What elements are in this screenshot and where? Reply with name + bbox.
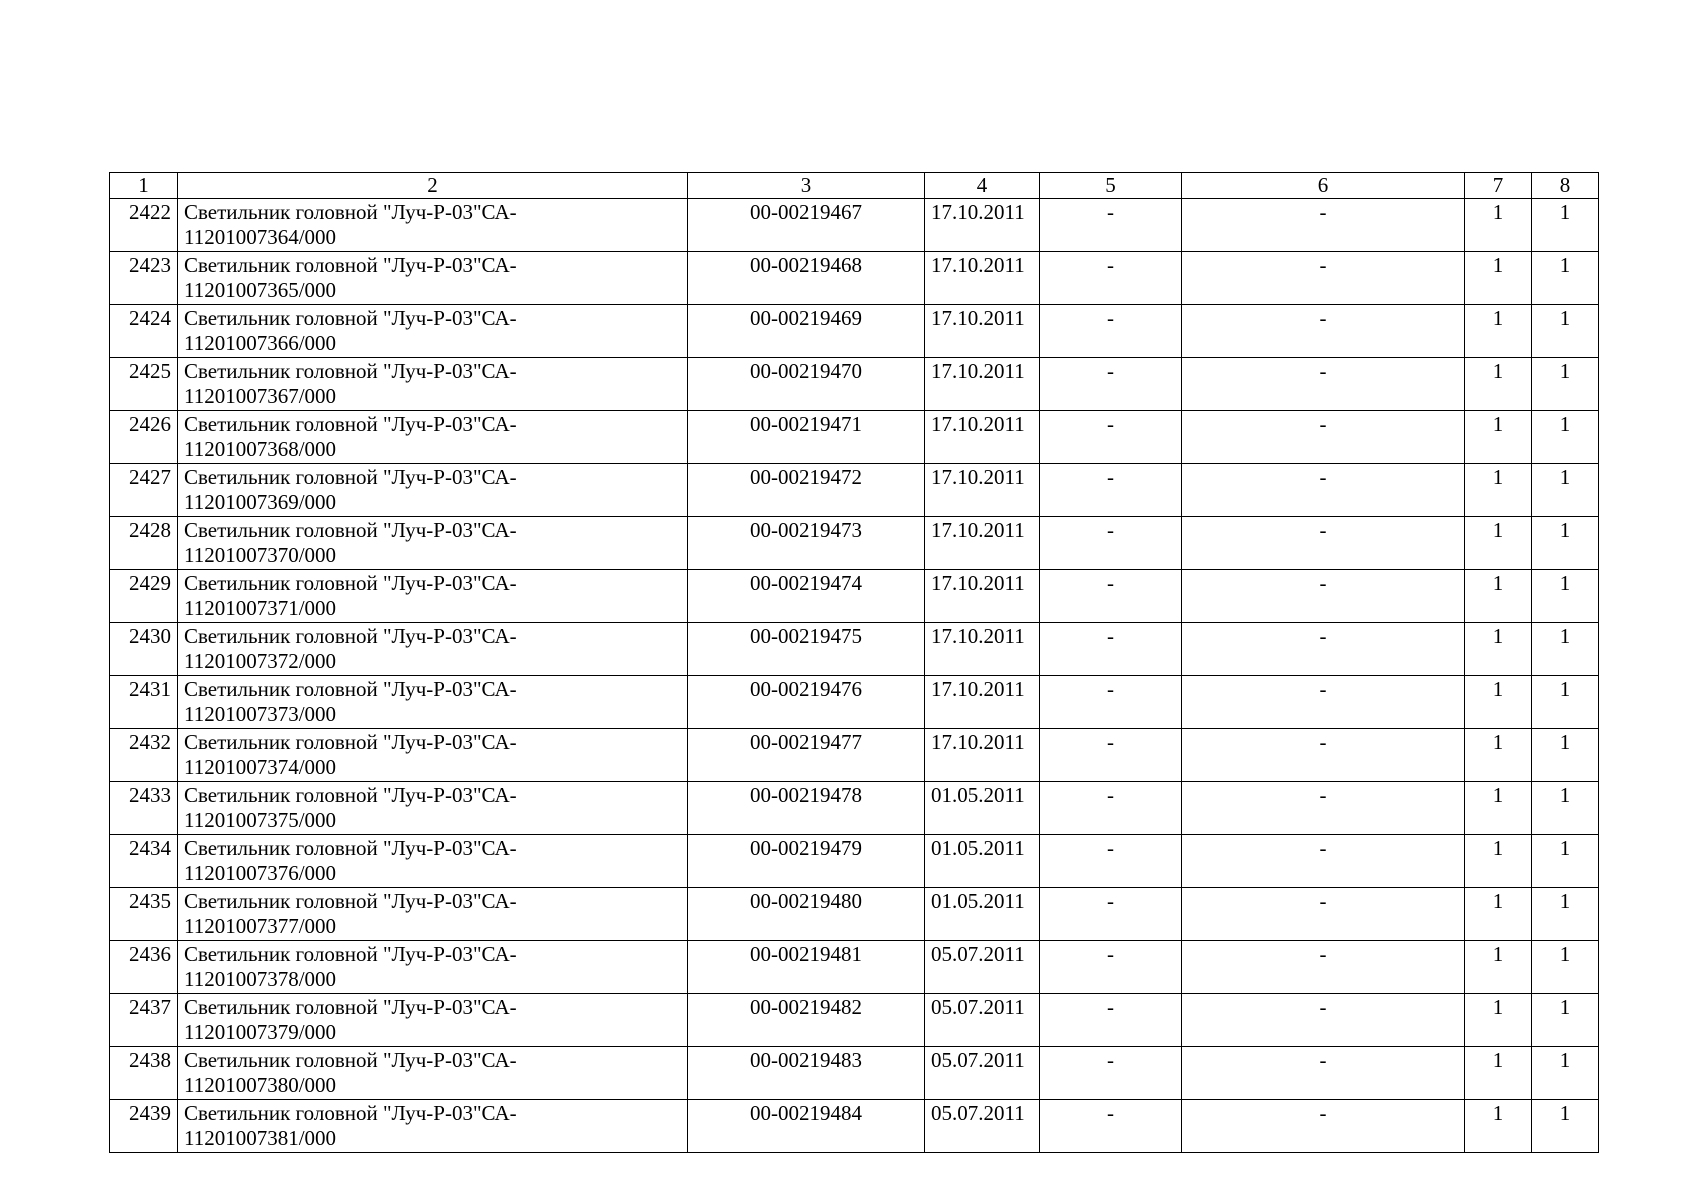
item-name-cell xyxy=(178,305,688,358)
item-name-line-1: Светильник головной "Луч-Р-03"СА- xyxy=(184,1101,517,1125)
column-7-cell: 1 xyxy=(1465,517,1532,570)
item-name-cell xyxy=(178,1100,688,1153)
column-8-cell: 1 xyxy=(1532,994,1599,1047)
item-name-line-2: 11201007377/000 xyxy=(184,914,337,938)
inventory-code-cell: 00-00219475 xyxy=(688,623,925,676)
column-8-cell: 1 xyxy=(1532,1100,1599,1153)
item-name-line-2: 11201007367/000 xyxy=(184,384,337,408)
date-cell: 05.07.2011 xyxy=(925,994,1040,1047)
column-6-cell: - xyxy=(1182,199,1465,252)
inventory-code-cell: 00-00219477 xyxy=(688,729,925,782)
column-8-cell: 1 xyxy=(1532,570,1599,623)
column-header: 2 xyxy=(178,173,688,199)
row-number-cell: 2426 xyxy=(110,411,178,464)
date-cell: 17.10.2011 xyxy=(925,623,1040,676)
column-header: 7 xyxy=(1465,173,1532,199)
date-cell: 17.10.2011 xyxy=(925,411,1040,464)
item-name-cell xyxy=(178,252,688,305)
column-5-cell: - xyxy=(1040,729,1182,782)
row-number-cell: 2427 xyxy=(110,464,178,517)
date-cell: 01.05.2011 xyxy=(925,888,1040,941)
table-row xyxy=(110,623,1599,676)
column-header: 1 xyxy=(110,173,178,199)
column-5-cell: - xyxy=(1040,941,1182,994)
date-cell: 01.05.2011 xyxy=(925,782,1040,835)
table-row xyxy=(110,782,1599,835)
item-name-cell xyxy=(178,358,688,411)
column-6-cell: - xyxy=(1182,729,1465,782)
item-name-line-1: Светильник головной "Луч-Р-03"СА- xyxy=(184,995,517,1019)
item-name-cell xyxy=(178,782,688,835)
column-7-cell: 1 xyxy=(1465,994,1532,1047)
table-row xyxy=(110,1047,1599,1100)
inventory-code-cell: 00-00219482 xyxy=(688,994,925,1047)
table-body xyxy=(110,199,1599,1153)
item-name-cell xyxy=(178,623,688,676)
row-number-cell: 2432 xyxy=(110,729,178,782)
column-8-cell: 1 xyxy=(1532,411,1599,464)
inventory-code-cell: 00-00219468 xyxy=(688,252,925,305)
column-5-cell: - xyxy=(1040,199,1182,252)
item-name-line-2: 11201007366/000 xyxy=(184,331,337,355)
column-7-cell: 1 xyxy=(1465,358,1532,411)
column-7-cell: 1 xyxy=(1465,941,1532,994)
column-6-cell: - xyxy=(1182,676,1465,729)
table-row xyxy=(110,464,1599,517)
date-cell: 05.07.2011 xyxy=(925,1100,1040,1153)
inventory-code-cell: 00-00219484 xyxy=(688,1100,925,1153)
column-5-cell: - xyxy=(1040,517,1182,570)
column-6-cell: - xyxy=(1182,941,1465,994)
column-8-cell: 1 xyxy=(1532,888,1599,941)
table-row xyxy=(110,570,1599,623)
table-row xyxy=(110,358,1599,411)
item-name-line-1: Светильник головной "Луч-Р-03"СА- xyxy=(184,836,517,860)
column-7-cell: 1 xyxy=(1465,676,1532,729)
table-row xyxy=(110,199,1599,252)
item-name-cell xyxy=(178,729,688,782)
item-name-line-1: Светильник головной "Луч-Р-03"СА- xyxy=(184,465,517,489)
item-name-line-2: 11201007376/000 xyxy=(184,861,337,885)
row-number-cell: 2435 xyxy=(110,888,178,941)
item-name-line-2: 11201007368/000 xyxy=(184,437,337,461)
item-name-line-1: Светильник головной "Луч-Р-03"СА- xyxy=(184,889,517,913)
column-5-cell: - xyxy=(1040,994,1182,1047)
item-name-line-1: Светильник головной "Луч-Р-03"СА- xyxy=(184,624,517,648)
column-6-cell: - xyxy=(1182,888,1465,941)
column-6-cell: - xyxy=(1182,782,1465,835)
column-7-cell: 1 xyxy=(1465,305,1532,358)
column-header: 8 xyxy=(1532,173,1599,199)
table-row xyxy=(110,835,1599,888)
item-name-line-2: 11201007375/000 xyxy=(184,808,337,832)
item-name-line-2: 11201007372/000 xyxy=(184,649,337,673)
inventory-code-cell: 00-00219471 xyxy=(688,411,925,464)
table-row xyxy=(110,305,1599,358)
inventory-code-cell: 00-00219481 xyxy=(688,941,925,994)
row-number-cell: 2431 xyxy=(110,676,178,729)
item-name-line-1: Светильник головной "Луч-Р-03"СА- xyxy=(184,253,517,277)
column-7-cell: 1 xyxy=(1465,252,1532,305)
column-5-cell: - xyxy=(1040,411,1182,464)
table-row xyxy=(110,994,1599,1047)
column-6-cell: - xyxy=(1182,358,1465,411)
row-number-cell: 2430 xyxy=(110,623,178,676)
column-8-cell: 1 xyxy=(1532,464,1599,517)
item-name-line-2: 11201007371/000 xyxy=(184,596,337,620)
column-7-cell: 1 xyxy=(1465,1100,1532,1153)
date-cell: 01.05.2011 xyxy=(925,835,1040,888)
row-number-cell: 2425 xyxy=(110,358,178,411)
column-6-cell: - xyxy=(1182,994,1465,1047)
item-name-cell xyxy=(178,1047,688,1100)
table-row xyxy=(110,729,1599,782)
item-name-line-1: Светильник головной "Луч-Р-03"СА- xyxy=(184,783,517,807)
date-cell: 17.10.2011 xyxy=(925,729,1040,782)
column-5-cell: - xyxy=(1040,570,1182,623)
column-5-cell: - xyxy=(1040,464,1182,517)
item-name-cell xyxy=(178,835,688,888)
column-6-cell: - xyxy=(1182,570,1465,623)
item-name-line-2: 11201007365/000 xyxy=(184,278,337,302)
column-5-cell: - xyxy=(1040,888,1182,941)
date-cell: 17.10.2011 xyxy=(925,464,1040,517)
column-8-cell: 1 xyxy=(1532,729,1599,782)
column-5-cell: - xyxy=(1040,1100,1182,1153)
date-cell: 05.07.2011 xyxy=(925,941,1040,994)
date-cell: 05.07.2011 xyxy=(925,1047,1040,1100)
column-7-cell: 1 xyxy=(1465,411,1532,464)
column-6-cell: - xyxy=(1182,517,1465,570)
inventory-code-cell: 00-00219469 xyxy=(688,305,925,358)
column-5-cell: - xyxy=(1040,835,1182,888)
column-6-cell: - xyxy=(1182,1100,1465,1153)
inventory-code-cell: 00-00219474 xyxy=(688,570,925,623)
column-8-cell: 1 xyxy=(1532,305,1599,358)
column-8-cell: 1 xyxy=(1532,252,1599,305)
column-6-cell: - xyxy=(1182,411,1465,464)
date-cell: 17.10.2011 xyxy=(925,570,1040,623)
item-name-line-1: Светильник головной "Луч-Р-03"СА- xyxy=(184,306,517,330)
row-number-cell: 2422 xyxy=(110,199,178,252)
item-name-line-2: 11201007369/000 xyxy=(184,490,337,514)
column-7-cell: 1 xyxy=(1465,888,1532,941)
table-row xyxy=(110,888,1599,941)
inventory-code-cell: 00-00219473 xyxy=(688,517,925,570)
item-name-line-2: 11201007378/000 xyxy=(184,967,337,991)
item-name-line-1: Светильник головной "Луч-Р-03"СА- xyxy=(184,359,517,383)
item-name-cell xyxy=(178,994,688,1047)
inventory-code-cell: 00-00219467 xyxy=(688,199,925,252)
column-8-cell: 1 xyxy=(1532,199,1599,252)
date-cell: 17.10.2011 xyxy=(925,517,1040,570)
table-row xyxy=(110,1100,1599,1153)
item-name-line-2: 11201007379/000 xyxy=(184,1020,337,1044)
item-name-cell xyxy=(178,411,688,464)
column-8-cell: 1 xyxy=(1532,623,1599,676)
row-number-cell: 2438 xyxy=(110,1047,178,1100)
column-7-cell: 1 xyxy=(1465,729,1532,782)
date-cell: 17.10.2011 xyxy=(925,305,1040,358)
row-number-cell: 2424 xyxy=(110,305,178,358)
item-name-line-1: Светильник головной "Луч-Р-03"СА- xyxy=(184,677,517,701)
item-name-line-1: Светильник головной "Луч-Р-03"СА- xyxy=(184,942,517,966)
row-number-cell: 2436 xyxy=(110,941,178,994)
column-6-cell: - xyxy=(1182,623,1465,676)
column-7-cell: 1 xyxy=(1465,1047,1532,1100)
column-8-cell: 1 xyxy=(1532,517,1599,570)
inventory-code-cell: 00-00219476 xyxy=(688,676,925,729)
inventory-code-cell: 00-00219470 xyxy=(688,358,925,411)
item-name-cell xyxy=(178,517,688,570)
column-header: 6 xyxy=(1182,173,1465,199)
item-name-line-1: Светильник головной "Луч-Р-03"СА- xyxy=(184,1048,517,1072)
inventory-code-cell: 00-00219478 xyxy=(688,782,925,835)
inventory-code-cell: 00-00219483 xyxy=(688,1047,925,1100)
column-header: 5 xyxy=(1040,173,1182,199)
column-7-cell: 1 xyxy=(1465,570,1532,623)
item-name-line-1: Светильник головной "Луч-Р-03"СА- xyxy=(184,200,517,224)
row-number-cell: 2428 xyxy=(110,517,178,570)
column-7-cell: 1 xyxy=(1465,199,1532,252)
table-row xyxy=(110,252,1599,305)
column-8-cell: 1 xyxy=(1532,1047,1599,1100)
date-cell: 17.10.2011 xyxy=(925,252,1040,305)
column-8-cell: 1 xyxy=(1532,676,1599,729)
item-name-line-2: 11201007373/000 xyxy=(184,702,337,726)
row-number-cell: 2434 xyxy=(110,835,178,888)
column-5-cell: - xyxy=(1040,1047,1182,1100)
column-5-cell: - xyxy=(1040,676,1182,729)
item-name-line-2: 11201007364/000 xyxy=(184,225,337,249)
item-name-cell xyxy=(178,941,688,994)
column-7-cell: 1 xyxy=(1465,623,1532,676)
item-name-cell xyxy=(178,676,688,729)
item-name-cell xyxy=(178,199,688,252)
item-name-line-1: Светильник головной "Луч-Р-03"СА- xyxy=(184,412,517,436)
column-5-cell: - xyxy=(1040,358,1182,411)
column-header: 3 xyxy=(688,173,925,199)
table-row xyxy=(110,517,1599,570)
item-name-cell xyxy=(178,464,688,517)
column-5-cell: - xyxy=(1040,782,1182,835)
row-number-cell: 2429 xyxy=(110,570,178,623)
column-7-cell: 1 xyxy=(1465,835,1532,888)
table-row xyxy=(110,411,1599,464)
item-name-line-2: 11201007370/000 xyxy=(184,543,337,567)
column-5-cell: - xyxy=(1040,305,1182,358)
date-cell: 17.10.2011 xyxy=(925,676,1040,729)
column-6-cell: - xyxy=(1182,835,1465,888)
column-8-cell: 1 xyxy=(1532,835,1599,888)
column-7-cell: 1 xyxy=(1465,464,1532,517)
asset-register-table xyxy=(109,172,1599,1153)
table-row xyxy=(110,676,1599,729)
row-number-cell: 2439 xyxy=(110,1100,178,1153)
row-number-cell: 2433 xyxy=(110,782,178,835)
table-row xyxy=(110,941,1599,994)
column-6-cell: - xyxy=(1182,464,1465,517)
row-number-cell: 2423 xyxy=(110,252,178,305)
inventory-code-cell: 00-00219472 xyxy=(688,464,925,517)
column-7-cell: 1 xyxy=(1465,782,1532,835)
column-6-cell: - xyxy=(1182,305,1465,358)
item-name-line-1: Светильник головной "Луч-Р-03"СА- xyxy=(184,518,517,542)
item-name-line-1: Светильник головной "Луч-Р-03"СА- xyxy=(184,571,517,595)
column-8-cell: 1 xyxy=(1532,782,1599,835)
item-name-line-2: 11201007380/000 xyxy=(184,1073,337,1097)
column-8-cell: 1 xyxy=(1532,358,1599,411)
date-cell: 17.10.2011 xyxy=(925,358,1040,411)
column-5-cell: - xyxy=(1040,252,1182,305)
column-number-header-row xyxy=(110,173,1599,199)
date-cell: 17.10.2011 xyxy=(925,199,1040,252)
inventory-code-cell: 00-00219479 xyxy=(688,835,925,888)
column-8-cell: 1 xyxy=(1532,941,1599,994)
item-name-cell xyxy=(178,570,688,623)
column-header: 4 xyxy=(925,173,1040,199)
column-5-cell: - xyxy=(1040,623,1182,676)
row-number-cell: 2437 xyxy=(110,994,178,1047)
item-name-cell xyxy=(178,888,688,941)
item-name-line-2: 11201007381/000 xyxy=(184,1126,337,1150)
inventory-code-cell: 00-00219480 xyxy=(688,888,925,941)
column-6-cell: - xyxy=(1182,1047,1465,1100)
column-6-cell: - xyxy=(1182,252,1465,305)
item-name-line-1: Светильник головной "Луч-Р-03"СА- xyxy=(184,730,517,754)
item-name-line-2: 11201007374/000 xyxy=(184,755,337,779)
